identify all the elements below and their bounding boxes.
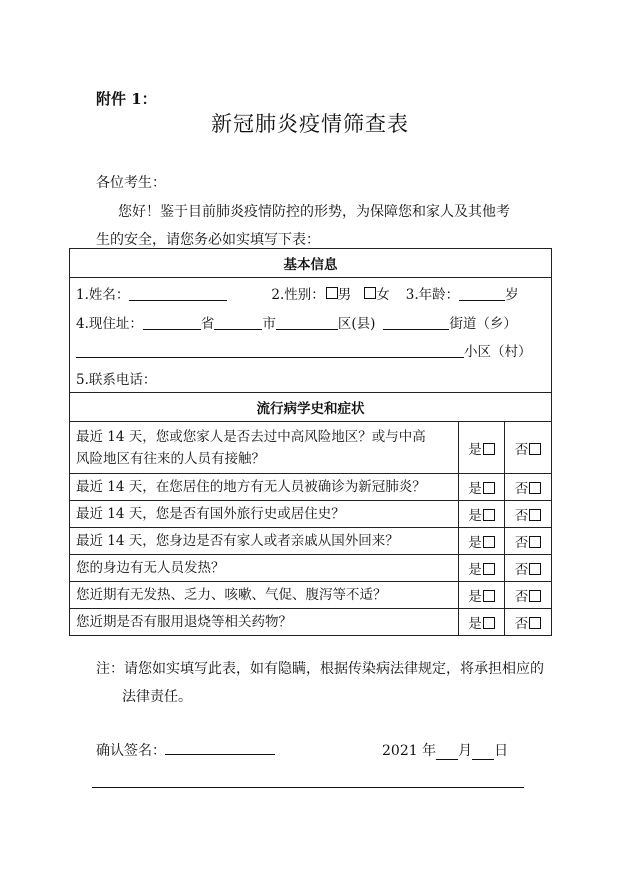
district-label: 区(县) [337, 315, 376, 332]
note-line-2: 法律责任。 [122, 689, 192, 705]
attachment-label: 附件 1： [96, 90, 157, 108]
no-option-4[interactable] [505, 528, 552, 555]
no-checkbox[interactable] [529, 443, 541, 455]
question-1 [70, 422, 459, 474]
basic-info-header: 基本信息 [70, 249, 552, 278]
no-label: 否 [514, 481, 529, 497]
signature-label: 确认签名： [96, 743, 166, 759]
district-field[interactable] [276, 314, 338, 330]
day-field[interactable] [472, 744, 494, 760]
province-label: 省 [200, 315, 215, 332]
basic-row-4 [70, 364, 552, 393]
yes-option-2[interactable] [459, 474, 505, 501]
question-6: 您近期有无发热、乏力、咳嗽、气促、腹泻等不适？ [70, 582, 459, 609]
question-1-line-1: 最近 14 天，您或您家人是否去过中高风险地区？或与中高 [76, 428, 426, 445]
question-3: 最近 14 天，您是否有国外旅行史或居住史？ [70, 501, 459, 528]
no-label: 否 [514, 508, 529, 524]
female-checkbox[interactable] [364, 287, 376, 299]
note-line-1: 注：请您如实填写此表，如有隐瞒，根据传染病法律规定，将承担相应的 [96, 661, 544, 677]
name-field[interactable] [129, 285, 227, 301]
date-line [382, 740, 508, 760]
no-checkbox[interactable] [529, 482, 541, 494]
date-month: 月 [458, 743, 473, 759]
phone-label: 5.联系电话： [76, 371, 157, 388]
yes-label: 是 [468, 616, 482, 632]
question-5: 您的身边有无人员发热？ [70, 555, 459, 582]
province-field[interactable] [143, 314, 201, 330]
no-label: 否 [514, 441, 529, 458]
street-field[interactable] [383, 314, 449, 330]
yes-option-6[interactable] [459, 582, 505, 609]
yes-checkbox[interactable] [483, 509, 495, 521]
gender-label: 2.性别： [271, 286, 325, 303]
question-4: 最近 14 天，您身边是否有家人或者亲戚从国外回来？ [70, 528, 459, 555]
address-label: 4.现住址： [76, 315, 143, 332]
yes-label: 是 [468, 535, 482, 551]
basic-row-2 [70, 308, 552, 336]
yes-label: 是 [468, 508, 482, 524]
intro-line-1: 您好！鉴于目前肺炎疫情防控的形势，为保障您和家人及其他考 [118, 204, 510, 220]
male-checkbox[interactable] [326, 287, 338, 299]
basic-row-1 [70, 278, 552, 308]
no-checkbox[interactable] [529, 617, 541, 629]
screening-form-table [69, 248, 552, 636]
intro-line-2: 生的安全，请您务必如实填写下表： [96, 232, 320, 248]
yes-option-1[interactable] [459, 422, 505, 474]
no-option-7[interactable] [505, 609, 552, 636]
yes-label: 是 [468, 481, 482, 497]
yes-option-4[interactable] [459, 528, 505, 555]
date-year: 2021 年 [382, 743, 437, 759]
city-label: 市 [262, 315, 276, 332]
age-field[interactable] [459, 285, 505, 301]
question-2: 最近 14 天，在您居住的地方有无人员被确诊为新冠肺炎？ [70, 474, 459, 501]
age-unit: 岁 [505, 286, 519, 303]
yes-checkbox[interactable] [483, 482, 495, 494]
yes-option-7[interactable] [459, 609, 505, 636]
yes-option-5[interactable] [459, 555, 505, 582]
yes-option-3[interactable] [459, 501, 505, 528]
address-detail-field[interactable] [76, 342, 464, 358]
yes-checkbox[interactable] [483, 590, 495, 602]
page-title: 新冠肺炎疫情筛查表 [211, 112, 409, 136]
no-checkbox[interactable] [529, 563, 541, 575]
no-label: 否 [514, 562, 529, 578]
yes-checkbox[interactable] [483, 563, 495, 575]
no-label: 否 [514, 616, 529, 632]
yes-label: 是 [468, 589, 482, 605]
no-option-1[interactable] [505, 422, 552, 474]
street-label: 街道（乡） [449, 315, 517, 332]
question-1-line-2: 风险地区有往来的人员有接触？ [76, 450, 265, 467]
no-option-2[interactable] [505, 474, 552, 501]
greeting: 各位考生： [96, 175, 166, 191]
community-label: 小区（村） [464, 343, 532, 360]
bottom-rule [92, 787, 524, 788]
female-label: 女 [376, 286, 390, 303]
name-label: 1.姓名： [76, 286, 130, 303]
basic-row-3 [70, 336, 552, 364]
yes-label: 是 [468, 441, 482, 458]
question-7: 您近期是否有服用退烧等相关药物？ [70, 609, 459, 636]
no-option-6[interactable] [505, 582, 552, 609]
age-label: 3.年龄： [405, 286, 460, 303]
male-label: 男 [337, 286, 352, 303]
no-checkbox[interactable] [529, 590, 541, 602]
no-label: 否 [514, 535, 529, 551]
date-day: 日 [494, 743, 509, 759]
no-checkbox[interactable] [529, 509, 541, 521]
month-field[interactable] [436, 744, 458, 760]
yes-checkbox[interactable] [483, 443, 495, 455]
no-option-5[interactable] [505, 555, 552, 582]
signature-field[interactable] [165, 754, 275, 755]
no-option-3[interactable] [505, 501, 552, 528]
no-checkbox[interactable] [529, 536, 541, 548]
history-header: 流行病学史和症状 [70, 393, 552, 422]
yes-checkbox[interactable] [483, 536, 495, 548]
no-label: 否 [514, 589, 529, 605]
yes-label: 是 [468, 562, 482, 578]
city-field[interactable] [214, 314, 262, 330]
yes-checkbox[interactable] [483, 617, 495, 629]
